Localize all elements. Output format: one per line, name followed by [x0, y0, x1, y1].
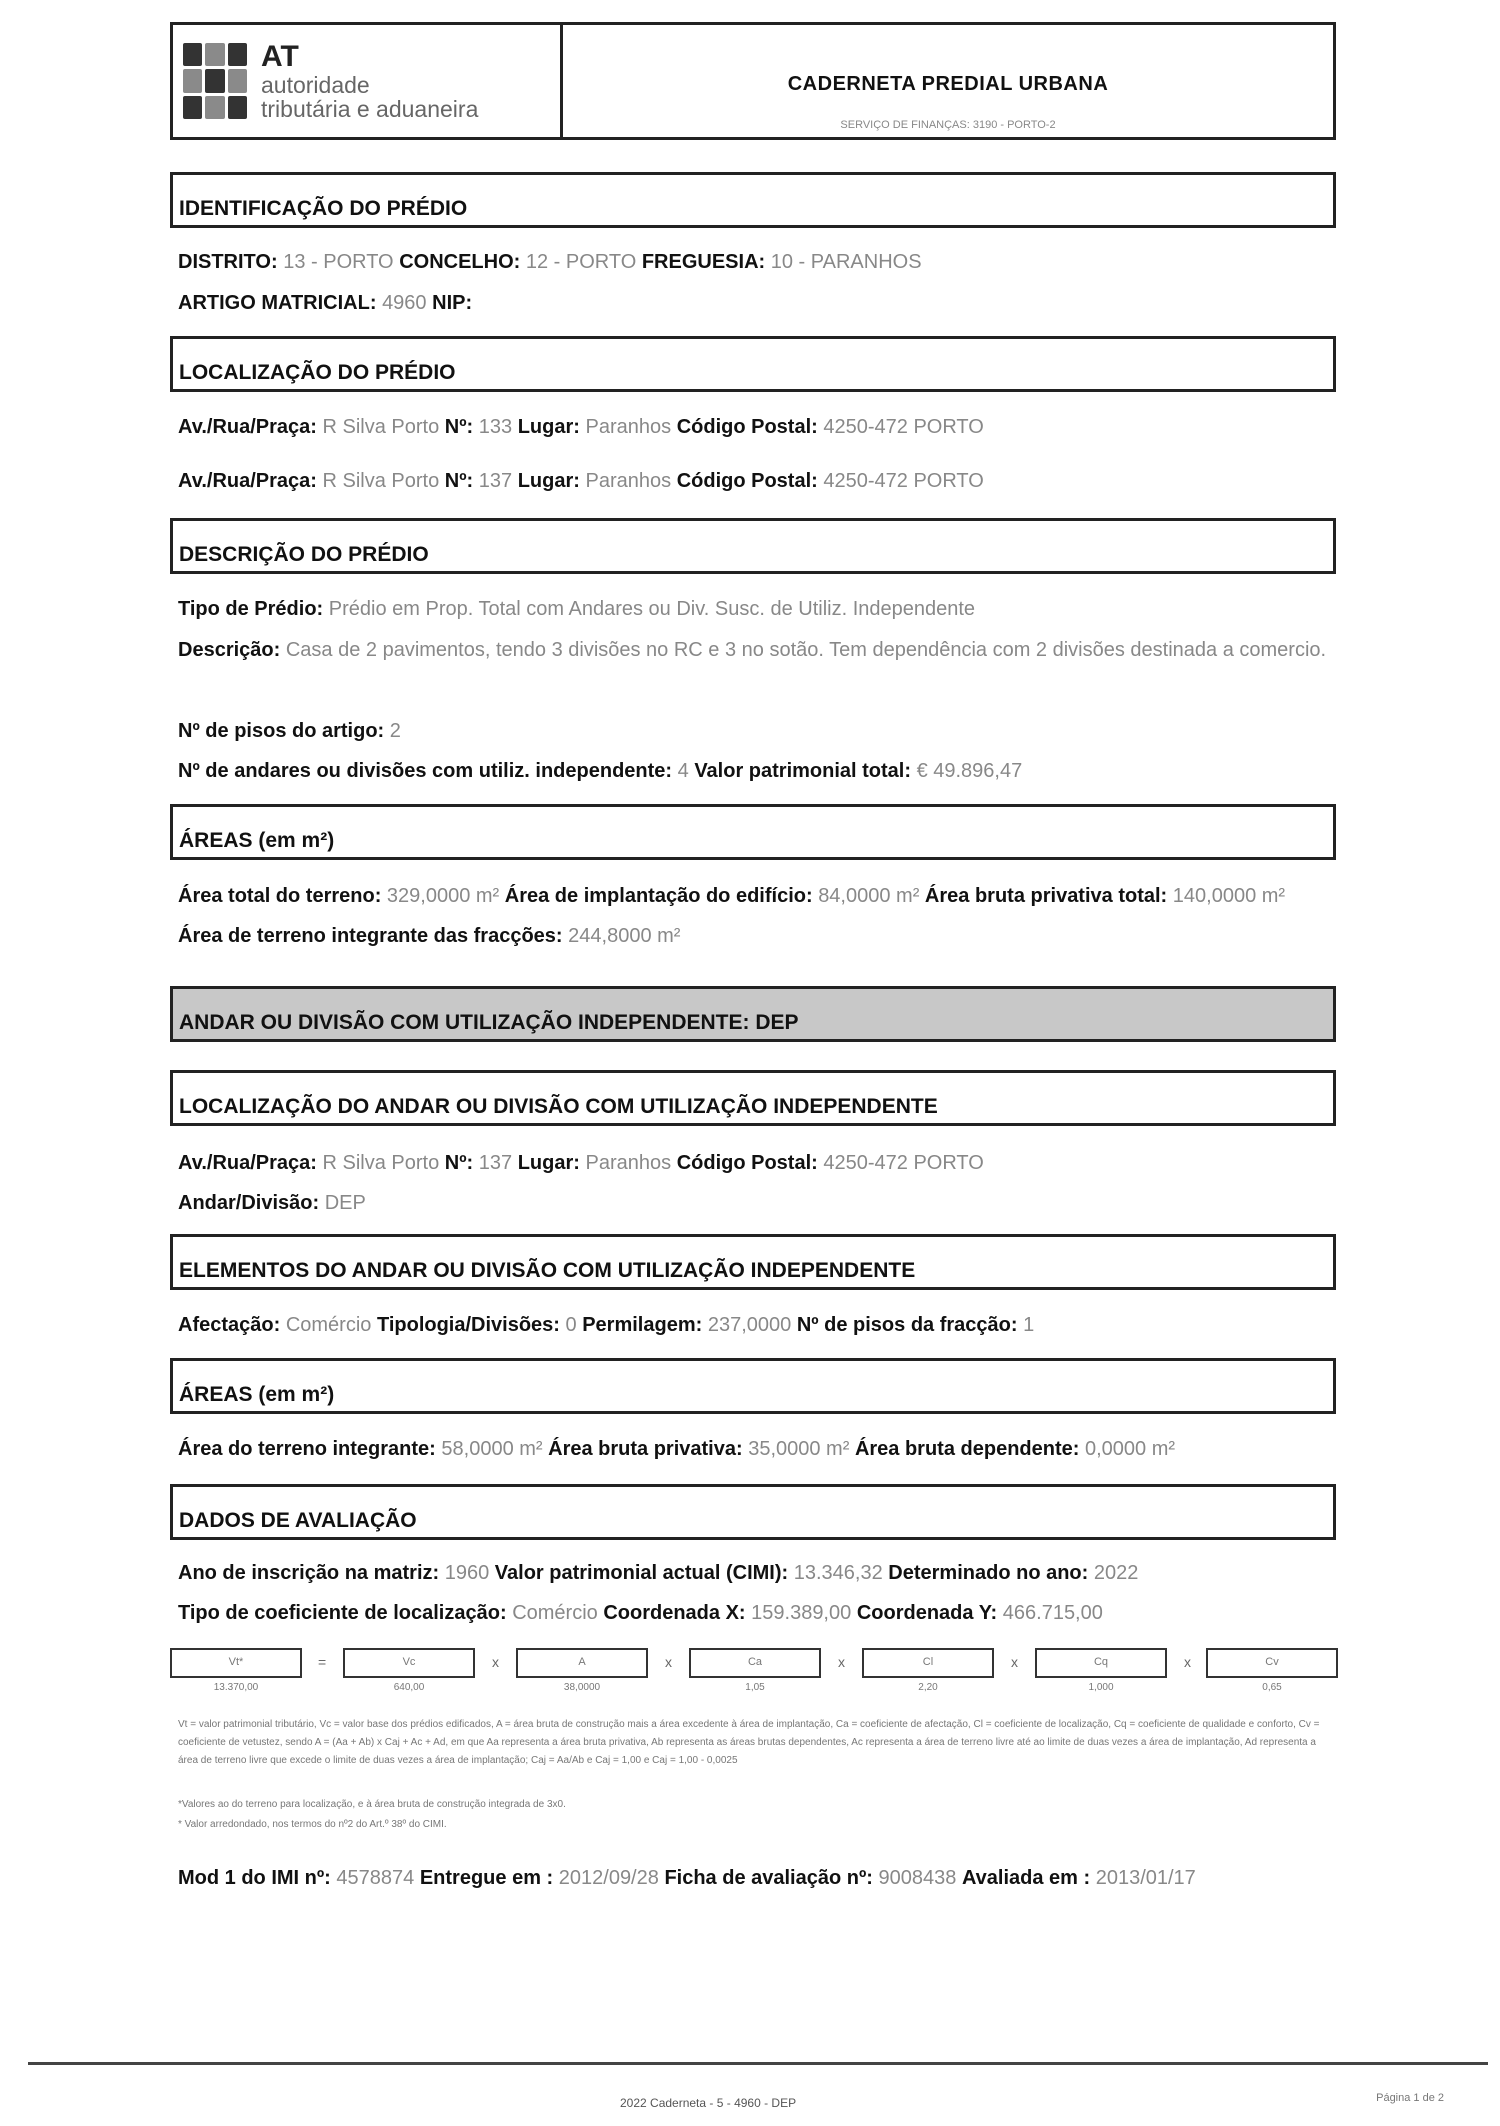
- fine-print-note-1: *Valores ao do terreno para localização, e à área bruta de construção integrada de 3x0.: [178, 1799, 566, 1810]
- formula-cap-cl: 2,20: [918, 1682, 938, 1693]
- formula-box-vt: Vt*: [170, 1648, 302, 1678]
- formula-cap-cq: 1,000: [1088, 1682, 1114, 1693]
- section-areas: ÁREAS (em m²): [170, 804, 1336, 860]
- formula-cap-a: 38,0000: [563, 1682, 601, 1693]
- formula-box-vc: Vc: [343, 1648, 475, 1678]
- line-pisos: Nº de pisos do artigo: 2: [178, 720, 401, 742]
- formula-cap-cv: 0,65: [1262, 1682, 1282, 1693]
- section-elementos-andar: ELEMENTOS DO ANDAR OU DIVISÃO COM UTILIZAÇÃO INDEPENDENTE: [170, 1234, 1336, 1290]
- footer-reference: 2022 Caderneta - 5 - 4960 - DEP: [620, 2096, 797, 2110]
- formula-op-3: x: [665, 1654, 672, 1670]
- line-mod1: Mod 1 do IMI nº: 4578874 Entregue em : 2012/09/28 Ficha de avaliação nº: 9008438 Avaliada em : 2013/01/17: [178, 1867, 1196, 1889]
- formula-op-1: =: [318, 1654, 327, 1670]
- section-andar: ANDAR OU DIVISÃO COM UTILIZAÇÃO INDEPENDENTE: DEP: [170, 986, 1336, 1042]
- logo-line-1: autoridade: [261, 71, 370, 98]
- section-descricao: DESCRIÇÃO DO PRÉDIO: [170, 518, 1336, 574]
- formula-cap-vt: 13.370,00: [213, 1682, 259, 1693]
- fine-print-formula: Vt = valor patrimonial tributário, Vc = valor base dos prédios edificados, A = área bruta de construção mais a área excedente à área de implantação, Ca = coeficiente de afectação, Cl = coeficiente de localização, Cq = coeficiente de qualidade e conforto, Cv = coeficiente de vetustez, sendo A = (Aa + Ab) x Caj + Ac + Ad, em que Aa representa a área bruta privativa, Ab representa as áreas brutas dependentes, Ac representa a área de terreno livre até ao limite de duas vezes a área de implantação, Ad representa a área de terreno livre que excede o limite de duas vezes a área de implantação; Caj = Aa/Ab e Caj = 1,00 e Caj = 1,00 - 0,0025: [178, 1719, 1320, 1766]
- formula-cap-ca: 1,05: [745, 1682, 765, 1693]
- formula-op-6: x: [1184, 1654, 1191, 1670]
- logo-line-2: tributária e aduaneira: [261, 95, 479, 122]
- formula-op-4: x: [838, 1654, 845, 1670]
- line-localizacao-andar: Av./Rua/Praça: R Silva Porto Nº: 137 Lugar: Paranhos Código Postal: 4250-472 PORTO: [178, 1152, 984, 1174]
- section-avaliacao: DADOS DE AVALIAÇÃO: [170, 1484, 1336, 1540]
- page-number: Página 1 de 2: [1376, 2092, 1444, 2104]
- line-localizacao-2: Av./Rua/Praça: R Silva Porto Nº: 137 Lugar: Paranhos Código Postal: 4250-472 PORTO: [178, 470, 984, 492]
- formula-cap-vc: 640,00: [393, 1682, 425, 1693]
- line-avaliacao-1: Ano de inscrição na matriz: 1960 Valor patrimonial actual (CIMI): 13.346,32 Determinado no ano: 2022: [178, 1562, 1139, 1584]
- line-avaliacao-2: Tipo de coeficiente de localização: Comércio Coordenada X: 159.389,00 Coordenada Y: 466.715,00: [178, 1602, 1103, 1624]
- at-logo-text: [261, 41, 478, 121]
- line-artigo: ARTIGO MATRICIAL: 4960 NIP:: [178, 292, 473, 314]
- document-title: CADERNETA PREDIAL URBANA: [787, 72, 1109, 95]
- at-logo-icon: [183, 43, 247, 119]
- formula-box-ca: Ca: [689, 1648, 821, 1678]
- line-elementos: Afectação: Comércio Tipologia/Divisões: 0 Permilagem: 237,0000 Nº de pisos da fracção: 1: [178, 1314, 1035, 1336]
- footer-divider: [28, 2062, 1488, 2065]
- fine-print-note-2: * Valor arredondado, nos termos do nº2 do Art.º 38º do CIMI.: [178, 1819, 447, 1830]
- line-andares: Nº de andares ou divisões com utiliz. independente: 4 Valor patrimonial total: € 49.896,47: [178, 760, 1023, 782]
- header-title-block: [563, 25, 1333, 137]
- line-andar-divisao: Andar/Divisão: DEP: [178, 1192, 366, 1214]
- line-areas: Área total do terreno: 329,0000 m² Área de implantação do edifício: 84,0000 m² Área bruta privativa total: 140,0000 m² Área de terreno integrante das fracções: 244,8000 m²: [178, 885, 1286, 947]
- section-localizacao-andar: LOCALIZAÇÃO DO ANDAR OU DIVISÃO COM UTILIZAÇÃO INDEPENDENTE: [170, 1070, 1336, 1126]
- formula-box-a: A: [516, 1648, 648, 1678]
- section-areas-andar: ÁREAS (em m²): [170, 1358, 1336, 1414]
- document-subtitle: SERVIÇO DE FINANÇAS: 3190 - PORTO-2: [840, 119, 1056, 131]
- formula-box-cq: Cq: [1035, 1648, 1167, 1678]
- formula-op-2: x: [492, 1654, 499, 1670]
- line-localizacao-1: Av./Rua/Praça: R Silva Porto Nº: 133 Lugar: Paranhos Código Postal: 4250-472 PORTO: [178, 416, 984, 438]
- section-localizacao: LOCALIZAÇÃO DO PRÉDIO: [170, 336, 1336, 392]
- line-tipo: Tipo de Prédio: Prédio em Prop. Total com Andares ou Div. Susc. de Utiliz. Independente: [178, 598, 976, 620]
- formula-op-5: x: [1011, 1654, 1018, 1670]
- line-distrito: DISTRITO: 13 - PORTO CONCELHO: 12 - PORTO FREGUESIA: 10 - PARANHOS: [178, 251, 922, 273]
- document-header: [170, 22, 1336, 140]
- line-descricao: Descrição: Casa de 2 pavimentos, tendo 3 divisões no RC e 3 no sotão. Tem dependência com 2 divisões destinada a comercio.: [178, 639, 1327, 661]
- formula-box-cv: Cv: [1206, 1648, 1338, 1678]
- at-logo-block: [173, 25, 563, 137]
- line-areas-andar: Área do terreno integrante: 58,0000 m² Área bruta privativa: 35,0000 m² Área bruta dependente: 0,0000 m²: [178, 1438, 1176, 1460]
- logo-at: AT: [261, 40, 299, 74]
- section-identificacao: IDENTIFICAÇÃO DO PRÉDIO: [170, 172, 1336, 228]
- formula-box-cl: Cl: [862, 1648, 994, 1678]
